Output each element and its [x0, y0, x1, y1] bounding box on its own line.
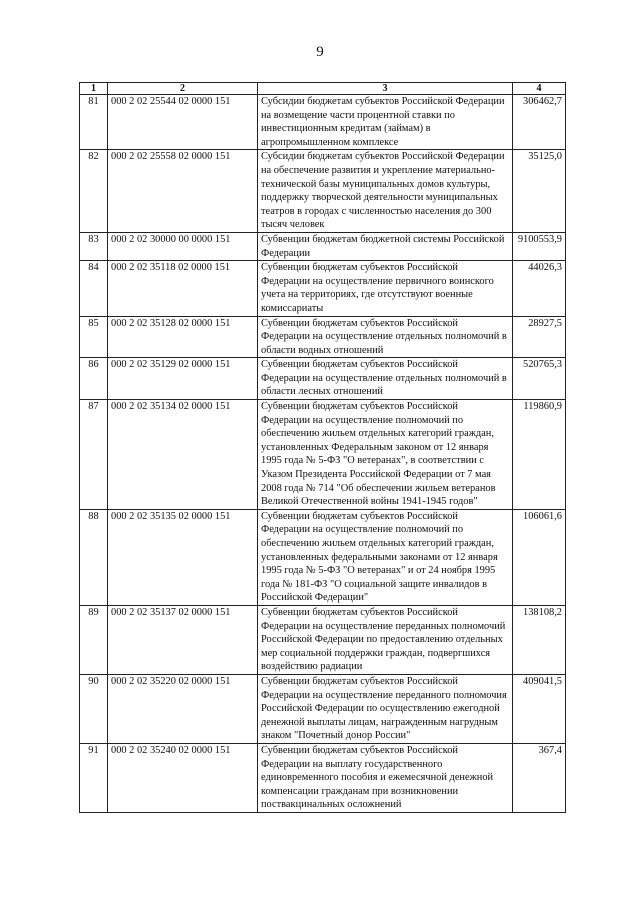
row-amount: 119860,9 — [513, 400, 566, 510]
row-description: Субвенции бюджетам субъектов Российской Федерации на осуществление отдельных полномочий в области лесных отношений — [258, 358, 513, 400]
row-code: 000 2 02 35134 02 0000 151 — [108, 400, 258, 510]
table-row — [80, 316, 566, 358]
row-code: 000 2 02 30000 00 0000 151 — [108, 232, 258, 260]
row-code: 000 2 02 25544 02 0000 151 — [108, 95, 258, 150]
column-header-code: 2 — [108, 83, 258, 95]
table-row — [80, 743, 566, 812]
row-description: Субвенции бюджетам бюджетной системы Российской Федерации — [258, 232, 513, 260]
row-description: Субсидии бюджетам субъектов Российской Федерации на возмещение части процентной ставки по инвестиционным кредитам (займам) в агропромышленном комплексе — [258, 95, 513, 150]
row-number: 85 — [80, 316, 108, 358]
row-description: Субвенции бюджетам субъектов Российской Федерации на осуществление полномочий по обеспечению жильем отдельных категорий граждан, установленных Федеральным законом от 12 января 1995 года № 5-ФЗ "О ветеранах", в соответствии с Указом Президента Российской Федерации от 7 мая 2008 года № 714 "Об обеспечении жильем ветеранов Великой Отечественной войны 1941-1945 годов" — [258, 400, 513, 510]
row-description: Субвенции бюджетам субъектов Российской Федерации на осуществление переданных полномочий Российской Федерации по предоставлению отдельных мер социальной поддержки граждан, подвергшихся воздействию радиации — [258, 605, 513, 674]
table-row — [80, 674, 566, 743]
row-number: 91 — [80, 743, 108, 812]
row-description: Субвенции бюджетам субъектов Российской Федерации на осуществление отдельных полномочий в области водных отношений — [258, 316, 513, 358]
row-amount: 44026,3 — [513, 261, 566, 316]
row-amount: 306462,7 — [513, 95, 566, 150]
table-row — [80, 150, 566, 233]
row-number: 87 — [80, 400, 108, 510]
row-code: 000 2 02 35128 02 0000 151 — [108, 316, 258, 358]
row-description: Субвенции бюджетам субъектов Российской Федерации на выплату государственного единовременного пособия и ежемесячной денежной компенсации гражданам при возникновении поствакцинальных осложнений — [258, 743, 513, 812]
table-row — [80, 605, 566, 674]
row-number: 82 — [80, 150, 108, 233]
row-description: Субвенции бюджетам субъектов Российской Федерации на осуществление полномочий по обеспечению жильем отдельных категорий граждан, установленных федеральными законами от 12 января 1995 года № 5-ФЗ "О ветеранах" и от 24 ноября 1995 года № 181-ФЗ "О социальной защите инвалидов в Российской Федерации" — [258, 509, 513, 605]
column-header-amount: 4 — [513, 83, 566, 95]
table-row — [80, 95, 566, 150]
row-amount: 367,4 — [513, 743, 566, 812]
table-header-row — [80, 83, 566, 95]
row-number: 90 — [80, 674, 108, 743]
row-number: 83 — [80, 232, 108, 260]
row-amount: 9100553,9 — [513, 232, 566, 260]
row-number: 86 — [80, 358, 108, 400]
row-amount: 35125,0 — [513, 150, 566, 233]
row-code: 000 2 02 35135 02 0000 151 — [108, 509, 258, 605]
row-number: 89 — [80, 605, 108, 674]
row-code: 000 2 02 35240 02 0000 151 — [108, 743, 258, 812]
table-row — [80, 509, 566, 605]
row-amount: 138108,2 — [513, 605, 566, 674]
column-header-description: 3 — [258, 83, 513, 95]
row-description: Субсидии бюджетам субъектов Российской Федерации на обеспечение развития и укрепление материально-технической базы муниципальных домов культуры, поддержку творческой деятельности муниципальных театров в городах с численностью населения до 300 тысяч человек — [258, 150, 513, 233]
row-amount: 28927,5 — [513, 316, 566, 358]
row-code: 000 2 02 35129 02 0000 151 — [108, 358, 258, 400]
row-number: 81 — [80, 95, 108, 150]
page-number: 9 — [316, 44, 324, 60]
budget-revenue-table — [79, 82, 566, 813]
row-amount: 409041,5 — [513, 674, 566, 743]
row-code: 000 2 02 35118 02 0000 151 — [108, 261, 258, 316]
row-number: 84 — [80, 261, 108, 316]
column-header-number: 1 — [80, 83, 108, 95]
row-description: Субвенции бюджетам субъектов Российской Федерации на осуществление первичного воинского учета на территориях, где отсутствуют военные комиссариаты — [258, 261, 513, 316]
row-code: 000 2 02 35220 02 0000 151 — [108, 674, 258, 743]
row-code: 000 2 02 25558 02 0000 151 — [108, 150, 258, 233]
row-description: Субвенции бюджетам субъектов Российской Федерации на осуществление переданного полномочия Российской Федерации по осуществлению ежегодной денежной выплаты лицам, награжденным нагрудным знаком "Почетный донор России" — [258, 674, 513, 743]
row-amount: 520765,3 — [513, 358, 566, 400]
row-number: 88 — [80, 509, 108, 605]
table-row — [80, 261, 566, 316]
table-row — [80, 232, 566, 260]
table-row — [80, 358, 566, 400]
row-code: 000 2 02 35137 02 0000 151 — [108, 605, 258, 674]
table-row — [80, 400, 566, 510]
row-amount: 106061,6 — [513, 509, 566, 605]
